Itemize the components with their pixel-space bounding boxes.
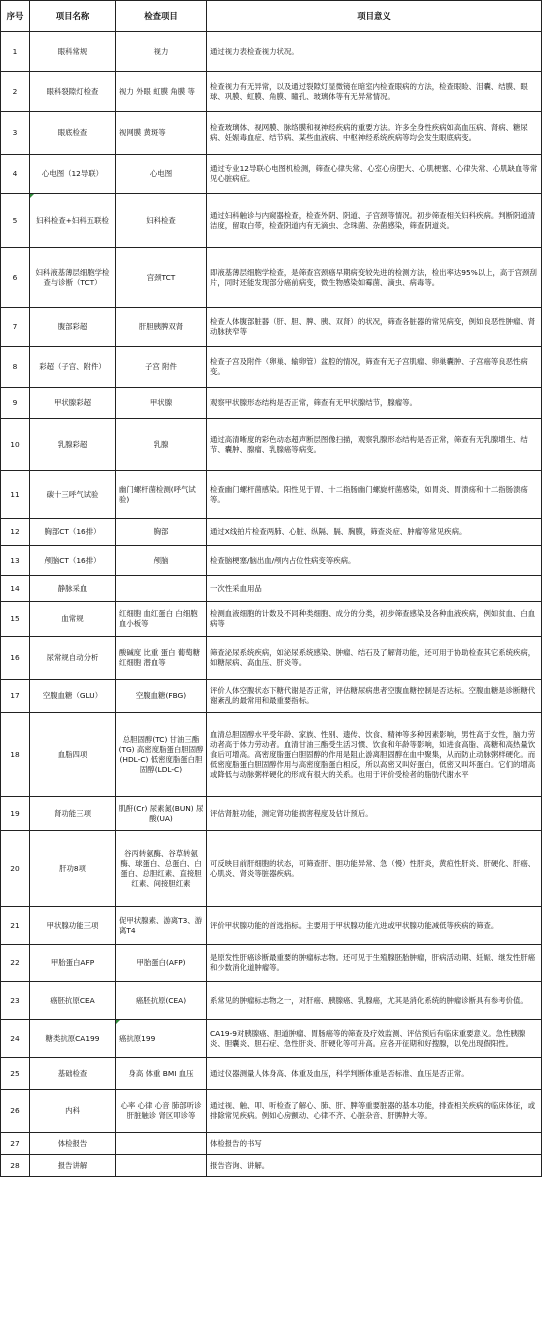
row-check-item: 乳腺: [116, 419, 207, 471]
row-no: 26: [1, 1090, 30, 1133]
row-check-item: 颅脑: [116, 546, 207, 576]
row-no: 24: [1, 1020, 30, 1058]
row-meaning: 可反映目前肝细胞的状态，可筛查肝、胆功能异常、急（慢）性肝炎，黄疸性肝炎、肝硬化、肝癌、心肌炎、肾炎等脏器疾病。: [207, 831, 542, 907]
row-item-name: 胸部CT（16排）: [30, 519, 116, 546]
row-item-name: 彩超（子宫、附件）: [30, 347, 116, 388]
table-row: [1, 1090, 542, 1133]
row-check-item: 癌胚抗原(CEA): [116, 982, 207, 1020]
row-no: 6: [1, 248, 30, 308]
row-item-name: 糖类抗原CA199: [30, 1020, 116, 1058]
row-check-item: 宫颈TCT: [116, 248, 207, 308]
header-item-name: 项目名称: [30, 1, 116, 32]
row-item-name: 乳腺彩超: [30, 419, 116, 471]
table-row: [1, 32, 542, 72]
row-no: 5: [1, 194, 30, 248]
row-item-name: 空腹血糖（GLU）: [30, 680, 116, 713]
row-item-name: 妇科液基薄层细胞学检查与诊断（TCT）: [30, 248, 116, 308]
row-check-item: 身高 体重 BMI 血压: [116, 1058, 207, 1090]
row-meaning: 检查玻璃体、视网膜、脉络膜和视神经疾病的重要方法。许多全身性疾病如高血压病、肾病、糖尿病、妊娠毒血症、结节病、某些血液病、中枢神经系统疾病等均会发生眼底病变。: [207, 112, 542, 155]
row-item-name: 眼底检查: [30, 112, 116, 155]
row-no: 16: [1, 637, 30, 680]
row-meaning: 通过视力表检查视力状况。: [207, 32, 542, 72]
row-meaning: 通过视、触、叩、听检查了解心、肺、肝、脾等重要脏器的基本功能，排查相关疾病的临床体征，或排除常见疾病。例如心房颤动、心律不齐、心脏杂音、肝脾肿大等。: [207, 1090, 542, 1133]
table-row: [1, 347, 542, 388]
table-row: [1, 831, 542, 907]
table-row: [1, 308, 542, 347]
row-item-name: 眼科常规: [30, 32, 116, 72]
row-item-name: 体检报告: [30, 1133, 116, 1155]
row-item-name: 颅脑CT（16排）: [30, 546, 116, 576]
table-row: [1, 419, 542, 471]
header-meaning: 项目意义: [207, 1, 542, 32]
row-meaning: 评价甲状腺功能的首选指标。主要用于甲状腺功能亢进或甲状腺功能减低等疾病的筛查。: [207, 907, 542, 945]
row-no: 1: [1, 32, 30, 72]
row-no: 28: [1, 1155, 30, 1177]
row-no: 23: [1, 982, 30, 1020]
row-check-item: 肝胆胰脾双肾: [116, 308, 207, 347]
row-check-item: 视网膜 黄斑等: [116, 112, 207, 155]
table-header-row: [1, 1, 542, 32]
row-no: 3: [1, 112, 30, 155]
row-meaning: 血清总胆固醇水平受年龄、家族、性别、遗传、饮食、精神等多种因素影响，男性高于女性，脑力劳动者高于体力劳动者。血清甘油三酯受生活习惯、饮食和年龄等影响，如进食高脂、高糖和高热量饮食后可增高。高密度脂蛋白胆固醇的作用是阻止游离胆固醇在血中聚集，从而防止动脉粥样硬化。而低密度脂蛋白胆固醇作用与高密度脂蛋白相反，所以高密又叫好蛋白，低密又叫坏蛋白。它们的增高或降低与动脉粥样硬化的形成有很大的关系。也用于评价受检者的脂肪代谢水平: [207, 713, 542, 797]
row-meaning: 检查人体腹部脏器（肝、胆、脾、胰、双肾）的状况，筛查各脏器的常见病变，例如良恶性肿瘤、肾动脉狭窄等: [207, 308, 542, 347]
row-check-item: 视力: [116, 32, 207, 72]
row-meaning: 通过X线拍片检查两肺、心脏、纵隔、膈、胸膜，筛查炎症、肿瘤等常见疾病。: [207, 519, 542, 546]
row-check-item: 甲状腺: [116, 388, 207, 419]
row-item-name: 血脂四项: [30, 713, 116, 797]
table-row: [1, 388, 542, 419]
row-check-item: 心电图: [116, 155, 207, 194]
row-no: 25: [1, 1058, 30, 1090]
row-meaning: 通过仪器测量人体身高、体重及血压，科学判断体重是否标准、血压是否正常。: [207, 1058, 542, 1090]
row-item-name: 尿常规自动分析: [30, 637, 116, 680]
table-row: [1, 713, 542, 797]
row-check-item: 甲胎蛋白(AFP): [116, 945, 207, 982]
row-item-name: 癌胚抗原CEA: [30, 982, 116, 1020]
row-check-item: [116, 576, 207, 602]
row-check-item: 红细胞 血红蛋白 白细胞 血小板等: [116, 602, 207, 637]
row-meaning: 检查幽门螺杆菌感染。阳性见于胃、十二指肠幽门螺旋杆菌感染，如胃炎、胃溃疡和十二指肠溃疡等。: [207, 471, 542, 519]
table-row: [1, 797, 542, 831]
row-check-item: 癌抗原199: [116, 1020, 207, 1058]
table-row: [1, 907, 542, 945]
table-row: [1, 519, 542, 546]
row-meaning: 检测血液细胞的计数及不同种类细胞、成分的分类，初步筛查感染及各种血液疾病，例如贫血、白血病等: [207, 602, 542, 637]
table-row: [1, 576, 542, 602]
row-meaning: 检查脑梗塞/脑出血/颅内占位性病变等疾病。: [207, 546, 542, 576]
row-check-item: 妇科检查: [116, 194, 207, 248]
row-no: 17: [1, 680, 30, 713]
row-no: 4: [1, 155, 30, 194]
row-meaning: 检查视力有无异常，以及通过裂隙灯显微镜在暗室内检查眼病的方法，检查眼睑、泪囊、结膜、眼球、巩膜、虹膜、角膜、瞳孔、玻璃体等有无异常情况。: [207, 72, 542, 112]
row-no: 15: [1, 602, 30, 637]
row-check-item: [116, 1155, 207, 1177]
row-check-item: 谷丙转氨酶、谷草转氨酶、球蛋白、总蛋白、白蛋白、总胆红素、直接胆红素、间接胆红素: [116, 831, 207, 907]
row-item-name: 内科: [30, 1090, 116, 1133]
row-check-item: 心率 心律 心音 肺部听诊 肝脏触诊 肾区叩诊等: [116, 1090, 207, 1133]
row-item-name: 肝功8项: [30, 831, 116, 907]
table-row: [1, 194, 542, 248]
row-item-name: 报告讲解: [30, 1155, 116, 1177]
table-row: [1, 248, 542, 308]
row-meaning: 一次性采血用品: [207, 576, 542, 602]
row-check-item: 空腹血糖(FBG): [116, 680, 207, 713]
row-no: 11: [1, 471, 30, 519]
row-item-name: 基础检查: [30, 1058, 116, 1090]
row-no: 14: [1, 576, 30, 602]
row-check-item: 胸部: [116, 519, 207, 546]
row-no: 8: [1, 347, 30, 388]
row-meaning: 评估肾脏功能，测定肾功能损害程度及估计预后。: [207, 797, 542, 831]
table-row: [1, 72, 542, 112]
table-row: [1, 637, 542, 680]
row-item-name: 妇科检查+妇科五联检: [30, 194, 116, 248]
row-no: 10: [1, 419, 30, 471]
row-item-name: 静脉采血: [30, 576, 116, 602]
table-row: [1, 945, 542, 982]
row-item-name: 心电图（12导联）: [30, 155, 116, 194]
row-item-name: 眼科裂隙灯检查: [30, 72, 116, 112]
row-check-item: 视力 外眼 虹膜 角膜 等: [116, 72, 207, 112]
table-row: [1, 1155, 542, 1177]
row-meaning: 通过高清晰度的彩色动态超声断层图像扫描，观察乳腺形态结构是否正常，筛查有无乳腺增生、结节、囊肿、腺瘤、乳腺癌等病变。: [207, 419, 542, 471]
table-row: [1, 112, 542, 155]
table-row: [1, 680, 542, 713]
row-no: 20: [1, 831, 30, 907]
row-meaning: 评价人体空腹状态下糖代谢是否正常，评估糖尿病患者空腹血糖控制是否达标。空腹血糖是诊断糖代谢紊乱的最常用和最重要指标。: [207, 680, 542, 713]
row-check-item: [116, 1133, 207, 1155]
row-no: 21: [1, 907, 30, 945]
row-meaning: 即液基薄层细胞学检查，是筛查宫颈癌早期病变较先进的检测方法，检出率达95%以上，高于宫颈刮片，同时还能发现部分癌前病变，微生物感染如霉菌、滴虫、病毒等。: [207, 248, 542, 308]
row-check-item: 总胆固醇(TC) 甘油三酯(TG) 高密度脂蛋白胆固醇(HDL-C) 低密度脂蛋白胆固醇(LDL-C): [116, 713, 207, 797]
header-no: 序号: [1, 1, 30, 32]
row-meaning: 检查子宫及附件（卵巢、输卵管）盆腔的情况，筛查有无子宫肌瘤、卵巢囊肿、子宫癌等良恶性病变。: [207, 347, 542, 388]
row-no: 2: [1, 72, 30, 112]
table-row: [1, 471, 542, 519]
row-no: 9: [1, 388, 30, 419]
table-row: [1, 155, 542, 194]
table-row: [1, 546, 542, 576]
row-no: 12: [1, 519, 30, 546]
row-item-name: 肾功能三项: [30, 797, 116, 831]
row-no: 18: [1, 713, 30, 797]
row-meaning: 通过专业12导联心电图机检测，筛查心律失常、心室心房肥大、心肌梗塞、心律失常、心肌缺血等常见心脏病症。: [207, 155, 542, 194]
row-item-name: 甲状腺功能三项: [30, 907, 116, 945]
row-item-name: 甲状腺彩超: [30, 388, 116, 419]
row-no: 19: [1, 797, 30, 831]
row-item-name: 碳十三呼气试验: [30, 471, 116, 519]
row-meaning: 观察甲状腺形态结构是否正常，筛查有无甲状腺结节，腺瘤等。: [207, 388, 542, 419]
row-check-item: 幽门螺杆菌检测(呼气试验): [116, 471, 207, 519]
table-row: [1, 602, 542, 637]
row-meaning: 系常见的肿瘤标志物之一，对肝癌、胰腺癌、乳腺癌，尤其是消化系统的肿瘤诊断具有参考价值。: [207, 982, 542, 1020]
row-meaning: 通过妇科触诊与内窥器检查，检查外阴、阴道、子宫颈等情况。初步筛查相关妇科疾病。判断阴道清洁度，留取白带，检查阴道内有无滴虫、念珠菌、杂菌感染，筛查阴道炎。: [207, 194, 542, 248]
row-item-name: 血常规: [30, 602, 116, 637]
row-check-item: 酸碱度 比重 蛋白 葡萄糖 红细胞 潜血等: [116, 637, 207, 680]
table-row: [1, 1020, 542, 1058]
row-meaning: 体检报告的书写: [207, 1133, 542, 1155]
row-meaning: 筛查泌尿系统疾病，如泌尿系统感染、肿瘤、结石及了解肾功能，还可用于协助检查其它系统疾病，如糖尿病、高血压、肝炎等。: [207, 637, 542, 680]
row-no: 7: [1, 308, 30, 347]
row-no: 22: [1, 945, 30, 982]
table-row: [1, 1058, 542, 1090]
header-check-item: 检查项目: [116, 1, 207, 32]
row-no: 27: [1, 1133, 30, 1155]
row-no: 13: [1, 546, 30, 576]
row-check-item: 促甲状腺素、游离T3、游离T4: [116, 907, 207, 945]
table-row: [1, 982, 542, 1020]
row-meaning: 是原发性肝癌诊断最重要的肿瘤标志物。还可见于生殖腺胚胎肿瘤，肝病活动期、妊娠、继发性肝癌和少数消化道肿瘤等。: [207, 945, 542, 982]
table-row: [1, 1133, 542, 1155]
row-meaning: CA19-9对胰腺癌、胆道肿瘤、胃肠癌等的筛查及疗效监测、评估预后有临床重要意义。急性胰腺炎、胆囊炎、胆石症、急性肝炎、肝硬化等可升高。应各开征期和好搜腺，以免出现假阳性。: [207, 1020, 542, 1058]
row-meaning: 报告咨询、讲解。: [207, 1155, 542, 1177]
row-check-item: 子宫 附件: [116, 347, 207, 388]
row-item-name: 甲胎蛋白AFP: [30, 945, 116, 982]
row-item-name: 腹部彩超: [30, 308, 116, 347]
row-check-item: 肌酐(Cr) 尿素氮(BUN) 尿酸(UA): [116, 797, 207, 831]
